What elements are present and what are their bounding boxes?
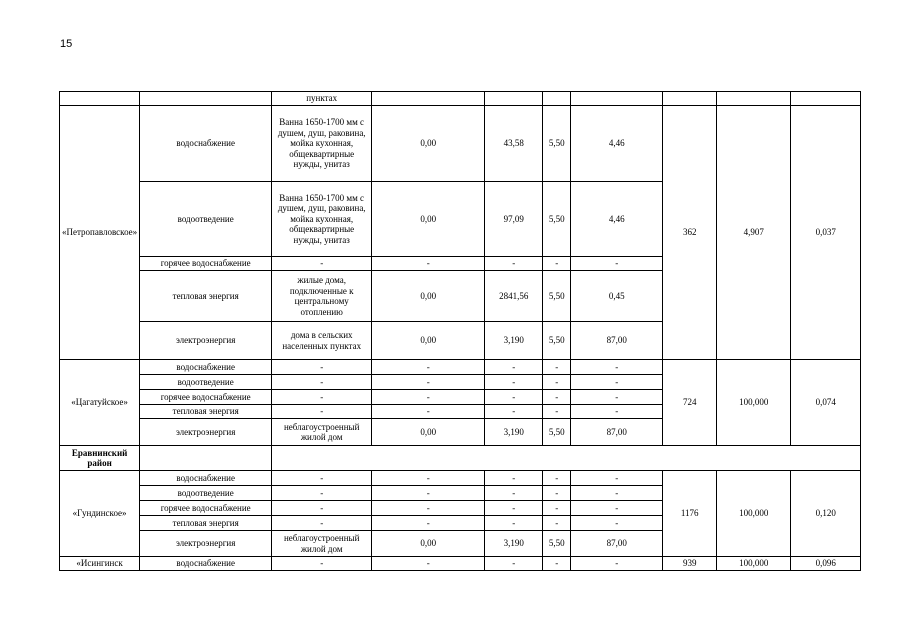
value-cell: - [485,471,543,486]
resource-cell [140,92,272,106]
resource-cell: водоснабжение [140,360,272,375]
description-cell: неблагоустроенный жилой дом [272,419,372,446]
count-cell: 362 [663,106,717,360]
index-cell: 0,096 [791,557,861,571]
value-cell: - [543,557,571,571]
value-cell: - [543,375,571,390]
value-cell: 4,46 [571,106,663,182]
description-cell: - [272,486,372,501]
share-cell [717,92,791,106]
count-cell [663,92,717,106]
page-number: 15 [60,38,73,50]
value-cell: - [372,375,485,390]
value-cell: - [543,257,571,271]
value-cell: - [485,516,543,531]
value-cell: - [372,486,485,501]
index-cell [791,92,861,106]
value-cell: - [543,360,571,375]
table-row [60,106,861,182]
value-cell: - [571,501,663,516]
value-cell: 5,50 [543,531,571,557]
empty-cell [272,446,861,471]
value-cell: - [571,375,663,390]
share-cell: 4,907 [717,106,791,360]
description-cell: - [272,360,372,375]
description-cell: неблагоустроенный жилой дом [272,531,372,557]
value-cell: 87,00 [571,419,663,446]
value-cell: 97,09 [485,182,543,257]
value-cell: - [372,516,485,531]
value-cell: - [372,405,485,419]
value-cell: - [543,501,571,516]
value-cell: 0,00 [372,182,485,257]
value-cell: 5,50 [543,322,571,360]
description-cell: Ванна 1650-1700 мм с душем, душ, раковина, мойка кухонная, общеквартирные нужды, унитаз [272,182,372,257]
share-cell: 100,000 [717,471,791,557]
value-cell: 0,00 [372,106,485,182]
description-cell: Ванна 1650-1700 мм с душем, душ, раковина, мойка кухонная, общеквартирные нужды, унитаз [272,106,372,182]
resource-cell: водоотведение [140,182,272,257]
value-cell: 0,00 [372,271,485,322]
table-row [60,471,861,486]
resource-cell: водоотведение [140,486,272,501]
value-cell: 3,190 [485,531,543,557]
table-row [60,557,861,571]
description-cell: - [272,471,372,486]
settlement-name: «Петропавловское» [60,106,140,360]
empty-cell [140,446,272,471]
value-cell: - [543,486,571,501]
value-cell: - [543,405,571,419]
value-cell: - [485,375,543,390]
description-cell: пунктах [272,92,372,106]
count-cell: 724 [663,360,717,446]
index-cell: 0,120 [791,471,861,557]
description-cell: - [272,557,372,571]
value-cell: 5,50 [543,106,571,182]
resource-cell: водоснабжение [140,106,272,182]
value-cell: - [571,390,663,405]
value-cell: - [543,390,571,405]
value-cell: - [485,501,543,516]
value-cell: 5,50 [543,182,571,257]
description-cell: - [272,257,372,271]
settlement-name: «Исингинск [60,557,140,571]
value-cell: - [372,257,485,271]
resource-cell: горячее водоснабжение [140,390,272,405]
description-cell: - [272,375,372,390]
resource-cell: электроэнергия [140,322,272,360]
count-cell: 939 [663,557,717,571]
index-cell: 0,074 [791,360,861,446]
index-cell: 0,037 [791,106,861,360]
value-cell: - [372,471,485,486]
description-cell: - [272,516,372,531]
value-cell: 87,00 [571,531,663,557]
resource-cell: водоотведение [140,375,272,390]
value-cell: - [372,557,485,571]
value-cell: - [571,557,663,571]
value-cell: 3,190 [485,419,543,446]
value-cell [543,92,571,106]
value-cell [372,92,485,106]
table-row [60,92,861,106]
value-cell: - [485,390,543,405]
value-cell: - [543,471,571,486]
resource-cell: тепловая энергия [140,405,272,419]
value-cell: 0,00 [372,419,485,446]
value-cell: - [571,360,663,375]
count-cell: 1176 [663,471,717,557]
value-cell: - [571,471,663,486]
value-cell: - [485,405,543,419]
description-cell: - [272,390,372,405]
value-cell: - [571,486,663,501]
value-cell: 3,190 [485,322,543,360]
value-cell: 87,00 [571,322,663,360]
value-cell: 0,00 [372,531,485,557]
value-cell: 2841,56 [485,271,543,322]
description-cell: дома в сельских населенных пунктах [272,322,372,360]
description-cell: - [272,405,372,419]
resource-cell: тепловая энергия [140,516,272,531]
resource-cell: водоснабжение [140,471,272,486]
table-row [60,360,861,375]
value-cell: - [372,390,485,405]
value-cell [485,92,543,106]
value-cell: - [372,360,485,375]
description-cell: - [272,501,372,516]
value-cell: - [485,257,543,271]
district-name: Еравнинский район [60,446,140,471]
description-cell: жилые дома, подключенные к центральному отоплению [272,271,372,322]
settlement-name: «Гундинское» [60,471,140,557]
resource-cell: горячее водоснабжение [140,501,272,516]
resource-cell: электроэнергия [140,531,272,557]
value-cell: - [571,257,663,271]
resource-cell: водоснабжение [140,557,272,571]
value-cell: 0,00 [372,322,485,360]
value-cell: - [543,516,571,531]
value-cell: 43,58 [485,106,543,182]
value-cell: 5,50 [543,271,571,322]
resource-cell: электроэнергия [140,419,272,446]
share-cell: 100,000 [717,557,791,571]
tariff-table [59,91,861,571]
settlement-cell [60,92,140,106]
value-cell: 0,45 [571,271,663,322]
value-cell: 5,50 [543,419,571,446]
value-cell [571,92,663,106]
value-cell: 4,46 [571,182,663,257]
share-cell: 100,000 [717,360,791,446]
value-cell: - [485,486,543,501]
settlement-name: «Цагатуйское» [60,360,140,446]
value-cell: - [571,516,663,531]
value-cell: - [485,360,543,375]
value-cell: - [372,501,485,516]
resource-cell: тепловая энергия [140,271,272,322]
value-cell: - [485,557,543,571]
district-row [60,446,861,471]
value-cell: - [571,405,663,419]
resource-cell: горячее водоснабжение [140,257,272,271]
